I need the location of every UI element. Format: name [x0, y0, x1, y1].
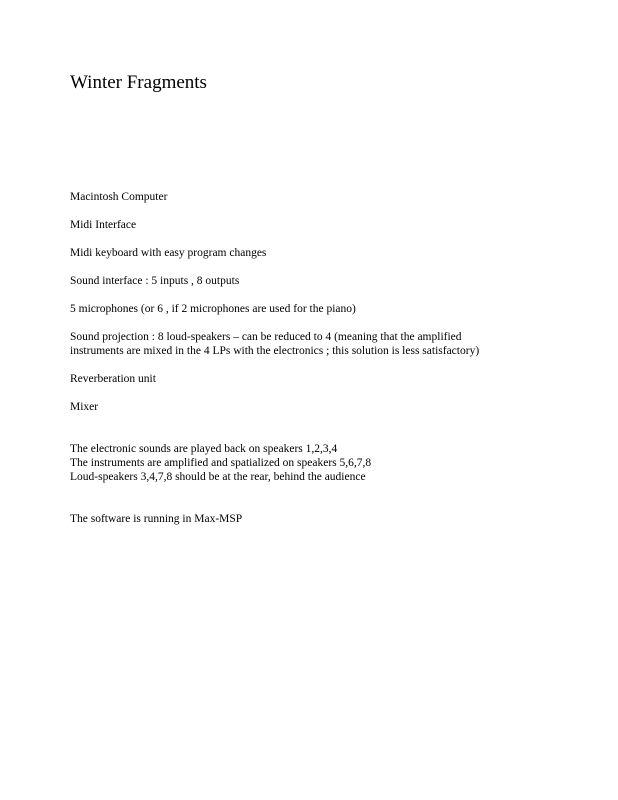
equipment-item-reverb: Reverberation unit — [70, 373, 156, 385]
projection-line-1: Sound projection : 8 loud-speakers – can be reduced to 4 (meaning that the amplified — [70, 331, 462, 343]
equipment-item-midi-keyboard: Midi keyboard with easy program changes — [70, 247, 267, 259]
speaker-note-instruments: The instruments are amplified and spatialized on speakers 5,6,7,8 — [70, 457, 372, 469]
equipment-item-microphones: 5 microphones (or 6 , if 2 microphones are used for the piano) — [70, 303, 356, 315]
equipment-item-mixer: Mixer — [70, 401, 99, 413]
software-note: The software is running in Max-MSP — [70, 513, 243, 525]
speaker-note-electronic: The electronic sounds are played back on speakers 1,2,3,4 — [70, 443, 338, 455]
equipment-item-midi-interface: Midi Interface — [70, 219, 137, 231]
document-title: Winter Fragments — [70, 72, 207, 93]
projection-line-2: instruments are mixed in the 4 LPs with the electronics ; this solution is less satisfactory) — [70, 345, 480, 357]
equipment-item-sound-interface: Sound interface : 5 inputs , 8 outputs — [70, 275, 240, 287]
speaker-note-rear: Loud-speakers 3,4,7,8 should be at the rear, behind the audience — [70, 471, 366, 483]
equipment-item-computer: Macintosh Computer — [70, 191, 168, 203]
